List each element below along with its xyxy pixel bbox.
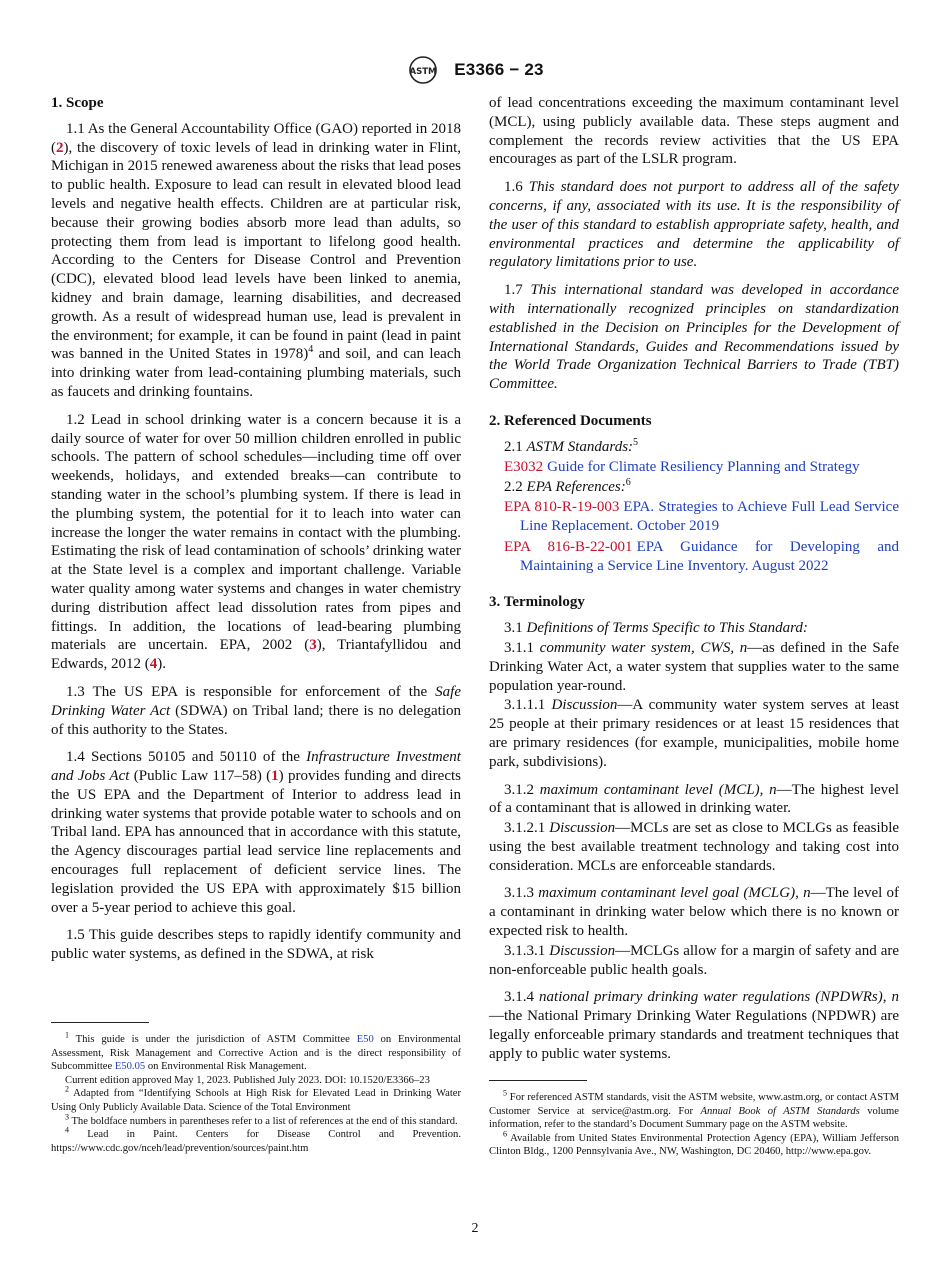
reference-link-1[interactable]: 1 [271,768,279,785]
reference-entry-epa-816[interactable] [489,538,899,576]
standard-code[interactable]: EPA 816-B-22-001 [504,538,633,555]
edition-note: Current edition approved May 1, 2023. Published July 2023. DOI: 10.1520/E3366–23 [65,1074,430,1086]
footnote-3: $^3$ The boldface numbers in parentheses refer to a list of references at the end of this standard. [65,1112,458,1127]
document-id: E3366 − 23 [454,60,544,79]
paragraph-1-7: 1.7 This international standard was developed in accordance with internationally recognized principles on standardization established in the Decision on Principles for the Development of International Standards, Guides and Recommendations issued by the World Trade Organization Technical Barriers to Trade (TBT) Committee. [489,282,900,393]
footnote-divider [489,1080,587,1081]
paragraph-1-3: 1.3 The US EPA is responsible for enforcement of the Safe Drinking Water Act (SDWA) on Tribal land; there is no delegation of this authority to the States. [51,683,461,738]
footnote-ref-4[interactable]: 4 [308,344,314,356]
reference-entry-epa-810[interactable] [489,498,899,536]
term-3-1-4: 3.1.4 national primary drinking water regulations (NPDWRs), n—the National Primary Drinking Water Regulations (NPDWR) are legally enforceable primary standards and treatment techniques that apply to public water systems. [489,989,899,1062]
footnote-5: $^5$ For referenced ASTM standards, visit the ASTM website, www.astm.org, or contact ASTM Customer Service at service@astm.org. For Annual Book of ASTM Standards volume information, refer to the standard’s Document Summary page on the ASTM website. [489,1088,899,1131]
footnote-6: $^6$ Available from United States Environmental Protection Agency (EPA), William Jefferson Clinton Bldg., 1200 Pennsylvania Ave., NW, Washington, DC 20460, http://www.epa.gov. [489,1129,899,1158]
standard-code[interactable]: E3032 [504,458,544,475]
reference-link-2[interactable]: 2 [56,139,64,156]
epa-references-label: 2.2 EPA References:$^6$ [504,477,631,496]
paragraph-1-6: 1.6 This standard does not purport to address all of the safety concerns, if any, associated with its use. It is the responsibility of the user of this standard to establish appropriate safety, health, and environmental practices and determine the applicability of regulatory limitations prior to use. [489,179,899,271]
right-column [489,94,899,1073]
paragraph-1-4: 1.4 Sections 50105 and 50110 of the Infrastructure Investment and Jobs Act (Public Law 117–58) (1) provides funding and directs the US EPA and the Department of Interior to address lead in drinking water systems that provide potable water to schools and on Tribal land. EPA has announced that in accordance with this statute, the Agency discourages partial lead service line replacements and encourages full replacement of deficient service lines. The legislation provided the US EPA with approximately $15 billion over a 5-year period to achieve this goal. [51,749,461,916]
footnote-ref-6[interactable]: 6 [625,477,631,489]
astm-logo [406,55,440,85]
logo-text: ASTM [409,67,437,77]
term-3-1-2: 3.1.2 maximum contaminant level (MCL), n—The highest level of a contaminant that is allowed in drinking water. [489,781,899,817]
committee-link-e50[interactable]: E50 [356,1034,374,1045]
reference-link-3[interactable]: 3 [309,637,317,654]
paragraph-1-5-start: 1.5 This guide describes steps to rapidly identify community and public water systems, as defined in the SDWA, at risk [51,927,461,963]
footnote-2: $^2$ Adapted from “Identifying Schools at High Risk for Elevated Lead in Drinking Water Using Only Publicly Available Data. Science of the Total Environment [51,1084,461,1113]
section-3-heading: 3. Terminology [489,594,585,611]
standard-title-link[interactable]: EPA. Strategies to Achieve Full Lead Service Line Replacement. October 2019 [520,499,899,534]
reference-entry-e3032[interactable] [489,458,899,477]
standard-code[interactable]: EPA 810-R-19-003 [504,499,620,516]
footnote-divider [51,1022,149,1023]
term-3-1: 3.1 Definitions of Terms Specific to This Standard: [504,620,808,637]
term-3-1-3-1: 3.1.3.1 Discussion—MCLGs allow for a margin of safety and are non-enforceable public health goals. [489,942,899,978]
subcommittee-link-e50-05[interactable]: E50.05 [114,1061,146,1073]
standard-title-link[interactable]: EPA Guidance for Developing and Maintaining a Service Line Inventory. August 2022 [520,538,899,574]
paragraph-1-5-continued: of lead concentrations exceeding the maximum contaminant level (MCL), using publicly available data. These steps augment and complement the records review activities that the US EPA encourages as part of the LSLR program. [489,95,899,168]
page-header [0,55,950,85]
section-2-heading: 2. Referenced Documents [489,412,652,429]
section-1-heading: 1. Scope [51,95,104,111]
paragraph-1-1: 1.1 As the General Accountability Office (GAO) reported in 2018 (2), the discovery of toxic levels of lead in drinking water in Flint, Michigan in 2015 renewed awareness about the risks that lead poses to public health. Exposure to lead can result in elevated blood lead levels and negative health effects. Children are at particular risk, because their growing bodies absorb more lead than adults, so protecting them from lead is important to lifelong good health. According to the Centers for Disease Control and Prevention (CDC), elevated blood lead levels have been linked to anemia, kidney and brain damage, learning disabilities, and decreased growth. As a result of widespread human use, lead is prevalent in the environment; for example, it can be found in paint (lead in paint was banned in the United States in 1978)$^4$ and soil, and can leach into drinking water from lead-containing plumbing materials, such as faucets and drinking fountains. [51,120,461,400]
astm-standards-label: 2.1 ASTM Standards:$^5$ [504,436,639,455]
paragraph-1-2: 1.2 Lead in school drinking water is a concern because it is a daily source of water for over 50 million children enrolled in public schools. The pattern of school schedules—including time off over weekends, holidays, and extended breaks—can contribute to standing water in the school’s plumbing system. If there is lead in the plumbing system, the potential for it to leach into water can increase the longer the water remains in contact with the plumbing. Estimating the risk of lead contamination of schools’ drinking water at the State level is a complex and important challenge. Variable water quality among water systems and changes in water chemistry during distribution affect lead dissolution rates from pipes and fittings. In addition, the locations of lead-bearing plumbing materials are uncertain. EPA, 2002 (3), Triantafyllidou and Edwards, 2012 (4). [51,411,461,673]
footnotes-left [51,1022,461,1155]
term-3-1-2-1: 3.1.2.1 Discussion—MCLs are set as close to MCLGs as feasible using the best available treatment technology and taking cost into consideration. MCLs are enforceable standards. [489,820,900,874]
footnotes-right [489,1080,899,1159]
term-3-1-1: 3.1.1 community water system, CWS, n—as defined in the Safe Drinking Water Act, a water system that supplies water to the same population year-round. [489,639,899,694]
footnote-ref-5[interactable]: 5 [633,436,639,448]
footnote-4: $^4$ Lead in Paint. Centers for Disease Control and Prevention. https://www.cdc.gov/nceh/lead/prevention/sources/paint.htm [51,1125,461,1154]
term-3-1-3: 3.1.3 maximum contaminant level goal (MCLG), n—The level of a contaminant in drinking water below which there is no known or expected risk to health. [489,885,899,940]
footnote-1: $^1$ This guide is under the jurisdiction of ASTM Committee E50 on Environmental Assessment, Risk Management and Corrective Action and is the direct responsibility of Subcommittee E50.05 on Environmental Risk Management. [51,1030,461,1073]
page-number: 2 [471,1221,479,1236]
term-3-1-1-1: 3.1.1.1 Discussion—A community water system serves at least 25 people at their primary residences or at least 15 residences that are primary residences (for example, municipalities, mobile home park, subdivisions). [489,697,900,770]
standard-title-link[interactable]: Guide for Climate Resiliency Planning and Strategy [547,458,860,475]
left-column [51,94,461,973]
reference-link-4[interactable]: 4 [149,656,158,673]
